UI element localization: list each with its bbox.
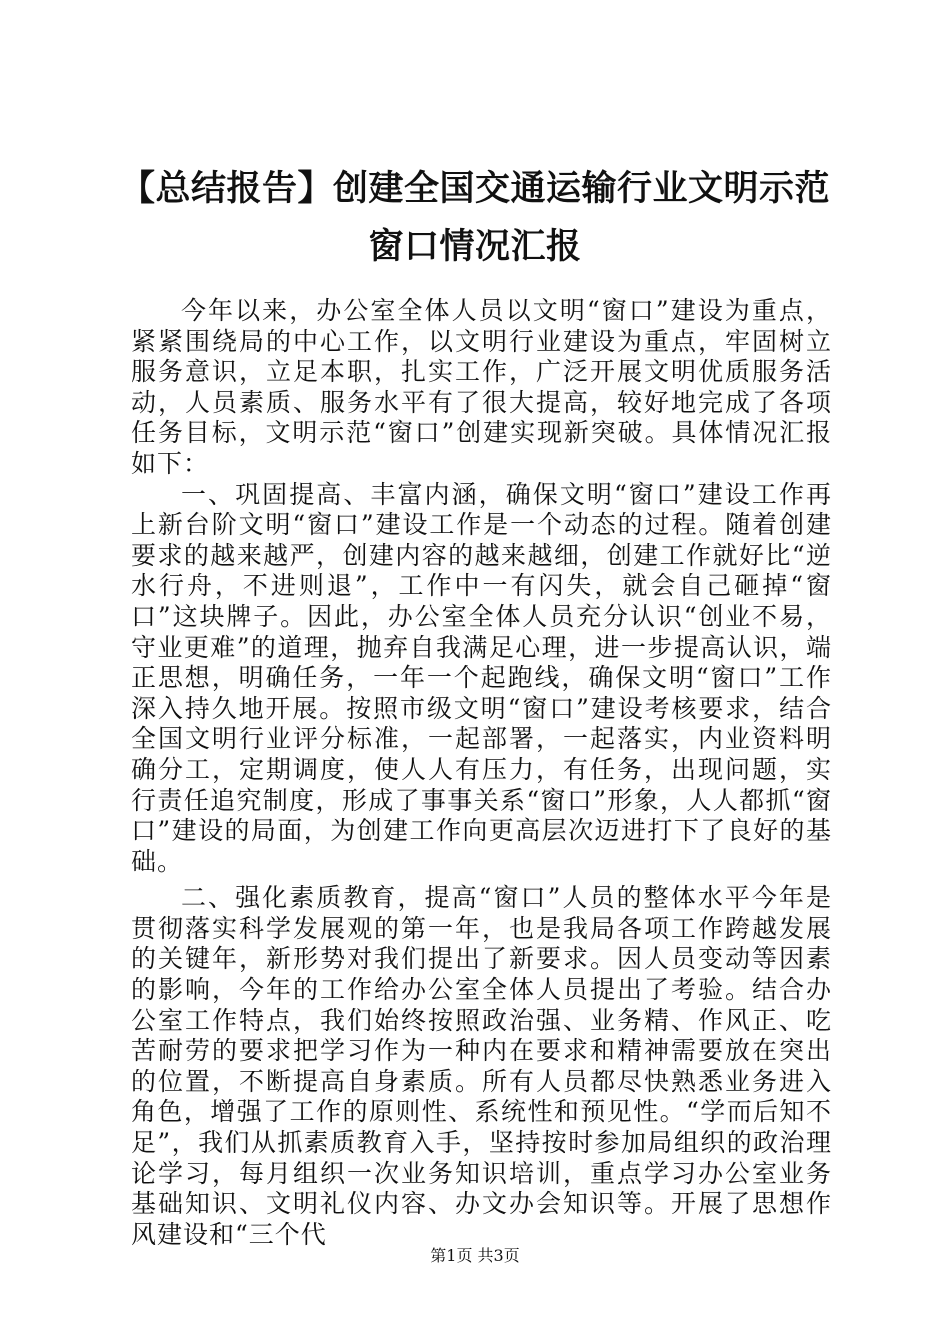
document-body	[131, 296, 832, 1250]
title-line-2: 窗口情况汇报	[368, 227, 582, 267]
paragraph-intro: 今年以来，办公室全体人员以文明“窗口”建设为重点，紧紧围绕局的中心工作，以文明行业建设为重点，牢固树立服务意识，立足本职，扎实工作，广泛开展文明优质服务活动，人员素质、服务水平有了很大提高，较好地完成了各项任务目标，文明示范“窗口”创建实现新突破。具体情况汇报如下：	[131, 296, 832, 478]
page-footer: 第1页 共3页	[430, 1246, 520, 1265]
title-line-1: 【总结报告】创建全国交通运输行业文明示范	[119, 169, 830, 209]
paragraph-section-1: 一、巩固提高、丰富内涵，确保文明“窗口”建设工作再上新台阶文明“窗口”建设工作是一个动态的过程。随着创建要求的越来越严，创建内容的越来越细，创建工作就好比“逆水行舟，不进则退”，工作中一有闪失，就会自己砸掉“窗口”这块牌子。因此，办公室全体人员充分认识“创业不易，守业更难”的道理，抛弃自我满足心理，进一步提高认识，端正思想，明确任务，一年一个起跑线，确保文明“窗口”工作深入持久地开展。按照市级文明“窗口”建设考核要求，结合全国文明行业评分标准，一起部署，一起落实，内业资料明确分工，定期调度，使人人有压力，有任务，出现问题，实行责任追究制度，形成了事事关系“窗口”形象，人人都抓“窗口”建设的局面，为创建工作向更高层次迈进打下了良好的基础。	[131, 479, 832, 876]
document-title	[60, 160, 890, 276]
paragraph-section-2: 二、强化素质教育，提高“窗口”人员的整体水平今年是贯彻落实科学发展观的第一年，也是我局各项工作跨越发展的关键年，新形势对我们提出了新要求。因人员变动等因素的影响，今年的工作给办公室全体人员提出了考验。结合办公室工作特点，我们始终按照政治强、业务精、作风正、吃苦耐劳的要求把学习作为一种内在要求和精神需要放在突出的位置，不断提高自身素质。所有人员都尽快熟悉业务进入角色，增强了工作的原则性、系统性和预见性。“学而后知不足”，我们从抓素质教育入手，坚持按时参加局组织的政治理论学习，每月组织一次业务知识培训，重点学习办公室业务基础知识、文明礼仪内容、办文办会知识等。开展了思想作风建设和“三个代	[131, 883, 832, 1249]
